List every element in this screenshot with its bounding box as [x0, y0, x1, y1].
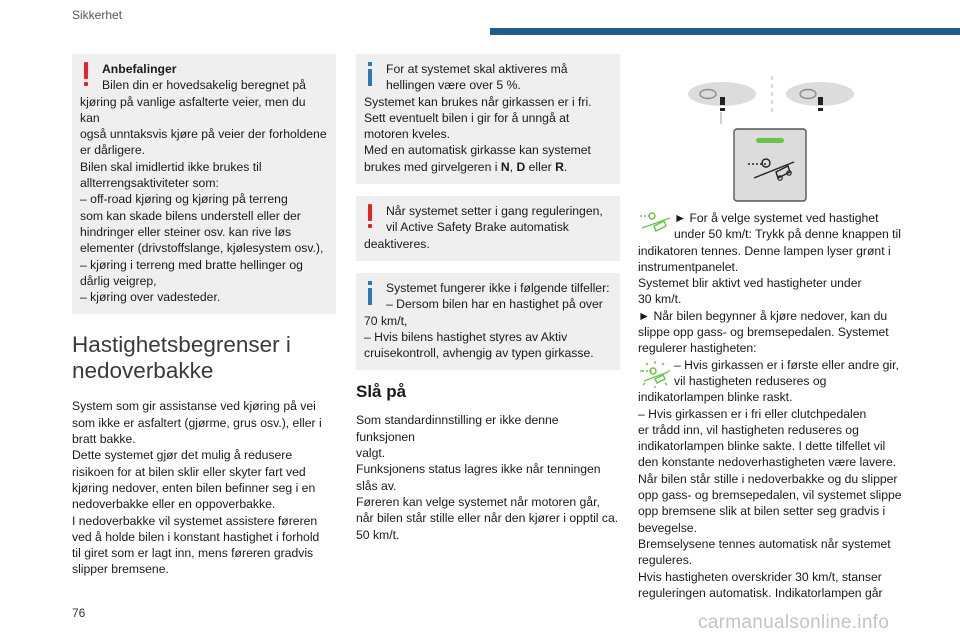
- gear-end: .: [563, 159, 568, 174]
- info-line: Systemet fungerer ikke i følgende tilfeller:: [386, 280, 610, 295]
- info-line: hellingen være over 5 %.: [386, 78, 521, 93]
- para-line: instrumentpanelet.: [638, 259, 739, 274]
- body-line: slås av.: [356, 478, 397, 493]
- info-box-activation: [356, 54, 620, 184]
- info-box-limitations: [356, 273, 620, 370]
- warning-line: kjøring på vanlige asfalterte veier, men du kan: [80, 94, 306, 125]
- warning-line: Bilen din er hovedsakelig beregnet på: [102, 78, 306, 93]
- para-line: Når bilen står stille i nedoverbakke og du slipper: [638, 471, 898, 486]
- info-icon: [365, 281, 375, 309]
- body-line: Som standardinnstilling er ikke denne funksjonen: [356, 413, 559, 444]
- warning-box-title: Anbefalinger: [102, 62, 177, 76]
- para-line: vil hastigheten reduseres og: [674, 373, 827, 388]
- warning-box-asb: [356, 196, 620, 261]
- para-line: bevegelse.: [638, 520, 697, 535]
- body-line: I nedoverbakke vil systemet assistere føreren: [72, 513, 318, 528]
- gear-r: R: [555, 159, 564, 174]
- dashboard-illustration: [638, 54, 906, 206]
- left-steering-wheel-icon: [688, 82, 756, 111]
- warning-line: også unntaksvis kjøre på veier der forholdene: [80, 127, 327, 142]
- column-3: [638, 54, 906, 601]
- body-line: til giret som er lagt inn, mens føreren gradvis: [72, 546, 314, 561]
- hill-descent-green-icon: [638, 212, 672, 236]
- body-line: bratt bakke.: [72, 432, 136, 447]
- para-select-system: [638, 210, 906, 357]
- body-line: ved å holde bilen i konstant hastighet i forhold: [72, 529, 320, 544]
- para-line: opp bremsene slik at bilen setter seg gradvis i: [638, 504, 886, 519]
- body-line: 50 km/t.: [356, 527, 400, 542]
- para-line: indikatorlampen blinke sakte. I dette tilfellet vil: [638, 439, 886, 454]
- para-line: indikatorlampen blinke raskt.: [638, 390, 793, 405]
- hill-descent-body: [72, 398, 336, 577]
- para-line: er trådd inn, vil hastigheten reduseres og: [638, 422, 859, 437]
- warning-line: deaktiveres.: [364, 236, 430, 251]
- info-line: Med en automatisk girkasse kan systemet: [364, 143, 591, 158]
- header-bar: [490, 28, 960, 35]
- warning-line: dårlig veigrep,: [80, 273, 157, 288]
- body-line: Føreren kan velge systemet når motoren går,: [356, 494, 600, 509]
- info-line: cruisekontroll, avhengig av typen girkasse.: [364, 346, 594, 361]
- para-line: indikatoren tennes. Denne lampen lyser grønt i: [638, 243, 891, 258]
- warning-line: – off-road kjøring og kjøring på terreng: [80, 192, 288, 207]
- warning-icon: [81, 62, 91, 90]
- info-icon: [365, 62, 375, 90]
- column-2: [356, 54, 620, 543]
- para-line: slippe opp gass- og bremsepedalen. Systemet: [638, 325, 889, 340]
- section-heading-hill-descent: Hastighetsbegrenser i nedoverbakke: [72, 332, 291, 384]
- para-line: – Hvis girkassen er i første eller andre gir,: [674, 357, 899, 372]
- warning-line: som kan skade bilens understell eller der: [80, 208, 301, 223]
- gear-sep: ,: [509, 159, 517, 174]
- watermark: carmanualsonline.info: [698, 612, 890, 633]
- info-line-gears: [364, 159, 612, 175]
- para-line: 30 km/t.: [638, 292, 682, 307]
- para-line: reguleringen automatisk. Indikatorlampen går: [638, 585, 883, 600]
- body-line: nedoverbakke eller en oppoverbakke.: [72, 497, 276, 512]
- para-line: den konstante nedoverhastigheten være lavere.: [638, 455, 897, 470]
- hill-descent-button-icon: [734, 129, 806, 201]
- info-line: – Dersom bilen har en hastighet på over: [386, 297, 603, 312]
- info-line: motoren kveles.: [364, 127, 451, 142]
- page-header-section: Sikkerhet: [72, 8, 123, 22]
- column-1: [72, 54, 336, 578]
- body-line: valgt.: [356, 446, 386, 461]
- warning-line: hindringer eller steiner osv. kan rive løs: [80, 224, 292, 239]
- warning-line: elementer (drivstoffslange, kjølesystem osv.),: [80, 241, 324, 256]
- para-line: ► For å velge systemet ved hastighet: [674, 211, 879, 225]
- gear-d: D: [516, 159, 526, 174]
- para-line: Bremselysene tennes automatisk når systemet: [638, 536, 891, 551]
- gear-sep: eller: [525, 159, 556, 174]
- warning-line: vil Active Safety Brake automatisk: [386, 220, 569, 235]
- para-line: reguleres.: [638, 553, 693, 568]
- para-line: regulerer hastigheten:: [638, 341, 757, 356]
- warning-icon: [365, 204, 375, 232]
- warning-line: Når systemet setter i gang reguleringen,: [386, 204, 603, 219]
- warning-line: er dårligere.: [80, 143, 146, 158]
- info-line: For at systemet skal aktiveres må: [386, 62, 568, 76]
- body-line: risikoen for at bilen sklir eller skyter fart ved: [72, 464, 306, 479]
- info-line: Systemet kan brukes når girkassen er i fri.: [364, 94, 592, 109]
- info-line: 70 km/t,: [364, 313, 408, 328]
- para-line: under 50 km/t: Trykk på denne knappen til: [674, 227, 901, 242]
- para-line: Systemet blir aktivt ved hastigheter under: [638, 276, 862, 291]
- section-heading-switch-on: Slå på: [356, 382, 407, 402]
- para-regulation: [638, 357, 906, 601]
- body-line: Funksjonens status lagres ikke når tenningen: [356, 462, 601, 477]
- info-line: Sett eventuelt bilen i gir for å unngå at: [364, 110, 570, 125]
- warning-line: – kjøring over vadesteder.: [80, 290, 221, 305]
- warning-line: – kjøring i terreng med bratte hellinger og: [80, 257, 303, 272]
- body-line: Dette systemet gjør det mulig å redusere: [72, 448, 293, 463]
- gear-prefix: brukes med girvelgeren i: [364, 159, 501, 174]
- para-line: Hvis hastigheten overskrider 30 km/t, stanser: [638, 569, 882, 584]
- warning-line: Bilen skal imidlertid ikke brukes til: [80, 159, 262, 174]
- gear-n: N: [500, 159, 510, 174]
- body-line: når bilen står stille eller når den kjører i opptil ca.: [356, 511, 619, 526]
- para-line: opp gass- og bremsepedalen, vil systemet slippe: [638, 488, 902, 503]
- switch-on-body: [356, 412, 620, 542]
- page-number: 76: [72, 606, 86, 620]
- warning-box-recommendations: [72, 54, 336, 314]
- warning-line: allterrengsaktiviteter som:: [80, 176, 219, 191]
- body-line: som ikke er asfaltert (gjørme, grus osv.), eller i: [72, 415, 322, 430]
- right-steering-wheel-icon: [786, 82, 854, 111]
- para-line: – Hvis girkassen er i fri eller clutchpedalen: [638, 406, 867, 421]
- body-line: slipper bremsene.: [72, 562, 169, 577]
- body-line: kjøring nedover, enten bilen befinner seg i en: [72, 480, 316, 495]
- info-line: – Hvis bilens hastighet styres av Aktiv: [364, 329, 568, 344]
- body-line: System som gir assistanse ved kjøring på vei: [72, 399, 316, 414]
- hill-descent-blinking-icon: [638, 359, 672, 389]
- para-line: ► Når bilen begynner å kjøre nedover, kan du: [638, 308, 888, 323]
